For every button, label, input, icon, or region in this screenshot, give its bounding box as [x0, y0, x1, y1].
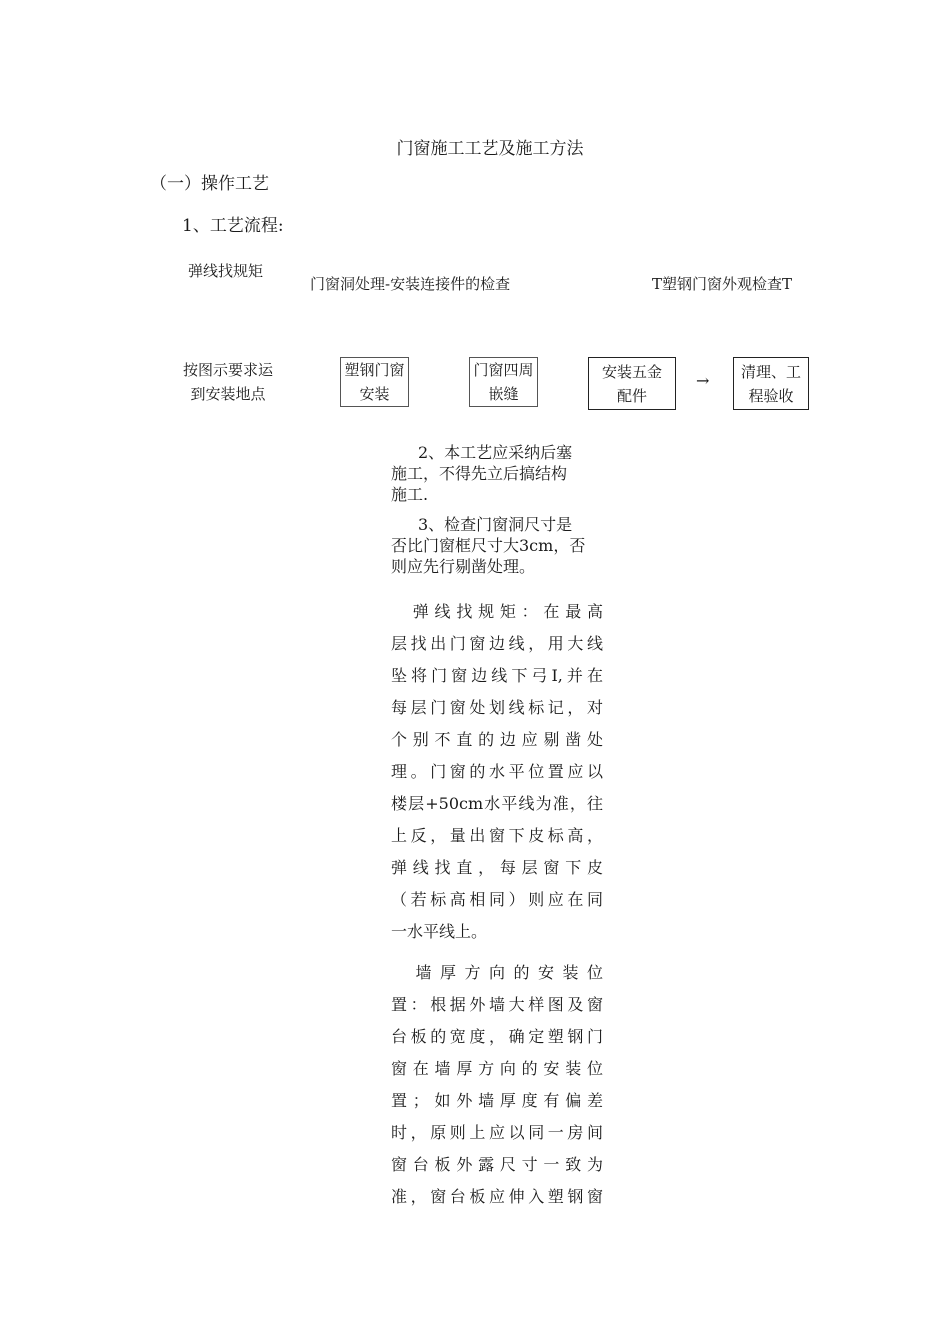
paragraph-line: 置；如外墙厚度有偏差: [391, 1091, 603, 1110]
paragraph-line: 弹线找直，每层窗下皮: [391, 858, 603, 877]
flow-box-acceptance-line2: 程验收: [748, 386, 794, 405]
flow-box-install: [340, 357, 409, 407]
paragraph-line: （若标高相同）则应在同: [391, 890, 603, 909]
flow-box-caulking: [469, 357, 538, 407]
section-heading: （一）操作工艺: [150, 174, 269, 194]
flow-step-snap-line: 弹线找规矩: [188, 262, 264, 280]
note-2-line3: 施工.: [391, 485, 429, 504]
note-2-line2: 施工，不得先立后搞结构: [391, 464, 568, 483]
flow-box-hardware-line2: 配件: [616, 386, 647, 405]
note-2: [391, 442, 603, 505]
paragraph-wall-thickness: [391, 957, 603, 1213]
paragraph-line: 弹线找规矩：在最高: [391, 602, 603, 621]
flow-box-install-line2: 安装: [359, 385, 390, 403]
flow-box-hardware: [588, 357, 676, 410]
note-3: [391, 514, 603, 577]
paragraph-line: 时，原则上应以同一房间: [391, 1123, 603, 1142]
paragraph-line: 个别不直的边应剔凿处: [391, 730, 603, 749]
paragraph-line: 台板的宽度，确定塑钢门: [391, 1027, 603, 1046]
paragraph-line: 墙厚方向的安装位: [391, 963, 603, 982]
flow-arrow: →: [696, 371, 710, 390]
flow-box-caulking-line2: 嵌缝: [488, 385, 519, 403]
paragraph-line: 每层门窗处划线标记，对: [391, 698, 603, 717]
flow-step-transport-line1: 按图示要求运: [182, 361, 273, 379]
paragraph-line: 一水平线上。: [391, 922, 488, 941]
paragraph-line: 窗台板外露尺寸一致为: [391, 1155, 603, 1174]
note-3-line2: 否比门窗框尺寸大3cm，否: [391, 536, 586, 555]
paragraph-line: 置：根据外墙大样图及窗: [391, 995, 603, 1014]
paragraph-line: 准，窗台板应伸入塑钢窗: [391, 1187, 603, 1206]
flow-step-appearance-check: T塑钢门窗外观检查T: [652, 275, 793, 293]
flow-box-acceptance: [733, 357, 809, 410]
paragraph-snap-line: [391, 596, 603, 948]
note-2-line1: 2、本工艺应采纳后塞: [418, 443, 573, 462]
flow-step-opening-treatment: 门窗洞处理-安装连接件的检查: [310, 275, 511, 293]
note-3-line1: 3、检查门窗洞尺寸是: [418, 515, 573, 534]
paragraph-line: 楼层+50cm水平线为准，往: [391, 794, 603, 813]
page-title: 门窗施工工艺及施工方法: [396, 139, 584, 159]
paragraph-line: 上反，量出窗下皮标高，: [391, 826, 603, 845]
flow-box-hardware-line1: 安装五金: [601, 362, 662, 381]
flow-step-transport: [176, 358, 280, 406]
paragraph-line: 理。门窗的水平位置应以: [391, 762, 603, 781]
note-3-line3: 则应先行剔凿处理。: [391, 557, 536, 576]
paragraph-line: 窗在墙厚方向的安装位: [391, 1059, 603, 1078]
flow-box-install-line1: 塑钢门窗: [344, 361, 405, 379]
flow-box-caulking-line1: 门窗四周: [473, 361, 534, 379]
paragraph-line: 层找出门窗边线，用大线: [391, 634, 603, 653]
flow-box-acceptance-line1: 清理、工: [740, 362, 801, 381]
paragraph-line: 坠将门窗边线下弓I,并在: [391, 666, 603, 685]
subsection-heading: 1、工艺流程:: [182, 216, 284, 236]
flow-step-transport-line2: 到安装地点: [190, 385, 266, 403]
